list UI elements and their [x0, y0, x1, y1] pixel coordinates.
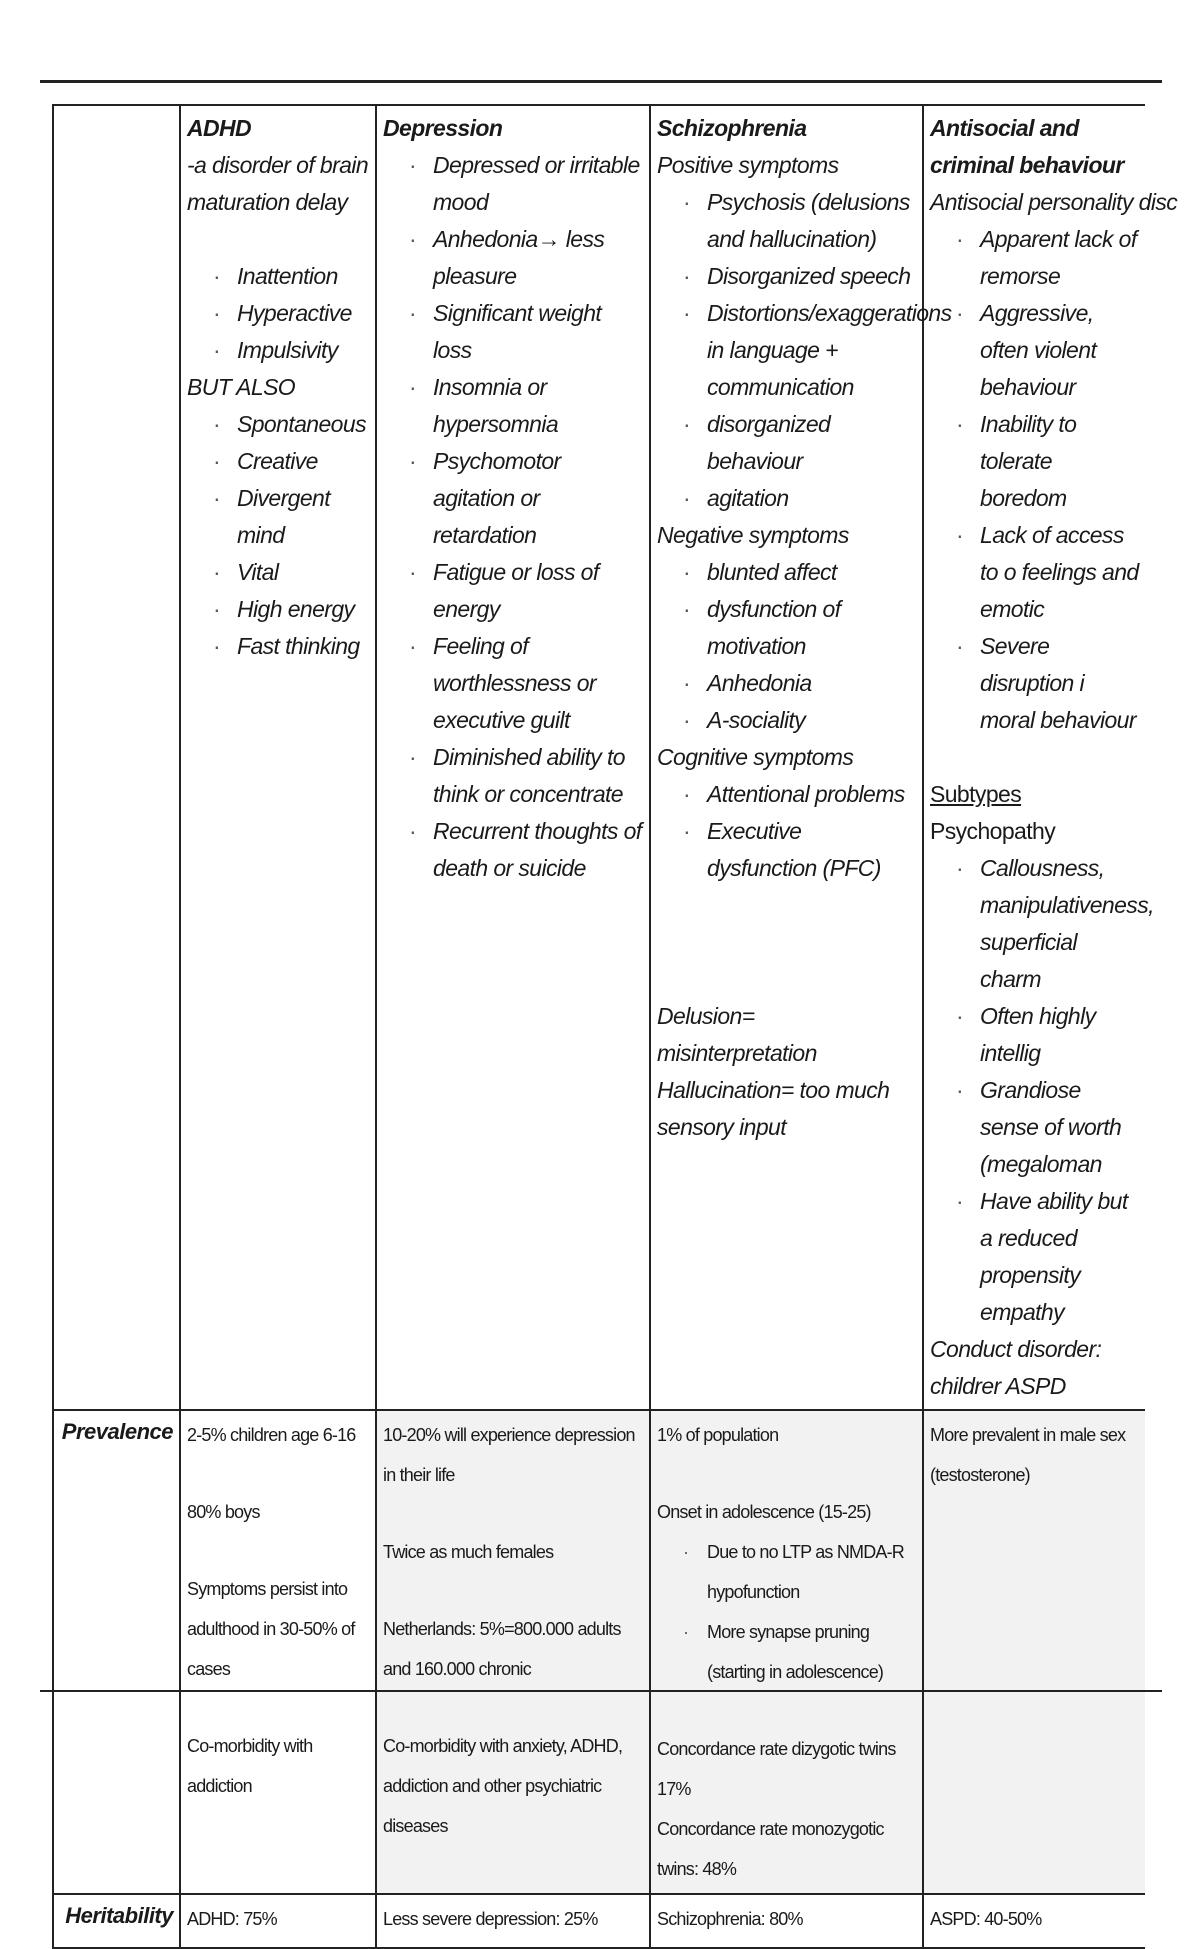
depression-symptom-list [383, 147, 643, 887]
prevalence-text: Onset in adolescence (15-25) [657, 1502, 871, 1522]
list-item: · agitation [707, 480, 916, 517]
cognitive-symptoms-label: Cognitive symptoms [657, 744, 854, 770]
list-item: · Psychosis (delusions and hallucination) [707, 184, 916, 258]
depression-title: Depression [383, 115, 503, 141]
positive-symptoms-list [657, 184, 952, 517]
list-item: · blunted affect [707, 554, 916, 591]
prevalence-text: 10-20% will experience depression in their life [383, 1425, 635, 1485]
but-also-label: BUT ALSO [187, 374, 296, 400]
list-item: · Often highly intellig [980, 998, 1139, 1072]
negative-symptoms-label: Negative symptoms [657, 522, 849, 548]
heritability-schizophrenia: Schizophrenia: 80% [650, 1894, 923, 1948]
bottom-rule [40, 1690, 1162, 1692]
list-item: · Disorganized speech [707, 258, 916, 295]
list-item: · Vital [237, 554, 369, 591]
prevalence-label: Prevalence [53, 1410, 180, 1894]
list-item: · disorganized behaviour [707, 406, 916, 480]
list-item: · A-sociality [707, 702, 916, 739]
list-item: · Diminished ability to think or concentrate [433, 739, 643, 813]
list-item: · Have ability but a reduced propensity empathy [980, 1183, 1139, 1331]
list-item: · Psychomotor agitation or retardation [433, 443, 643, 554]
list-item: · Inability to tolerate boredom [980, 406, 1139, 517]
adhd-title: ADHD [187, 115, 252, 141]
psychopathy-label: Psychopathy [930, 818, 1056, 844]
list-item: · dysfunction of motivation [707, 591, 916, 665]
prevalence-row [53, 1410, 1145, 1894]
antisocial-cell [923, 105, 1178, 1410]
list-item: · Recurrent thoughts of death or suicide [433, 813, 643, 887]
adhd-cell [180, 105, 376, 1410]
list-item: · Severe disruption i moral behaviour [980, 628, 1139, 739]
list-item: · Distortions/exaggerations in language + communication [707, 295, 916, 406]
list-item: · Inattention [237, 258, 369, 295]
list-item: · Lack of access to o feelings and emotic [980, 517, 1139, 628]
list-item: · Impulsivity [237, 332, 369, 369]
heritability-adhd: ADHD: 75% [180, 1894, 376, 1948]
prevalence-text: 1% of population [657, 1425, 779, 1445]
corner-cell [53, 105, 180, 1410]
adhd-core-list [187, 258, 369, 369]
prevalence-text: 80% boys [187, 1502, 260, 1522]
depression-cell [376, 105, 650, 1410]
top-rule [40, 80, 1162, 83]
list-item: · Aggressive, often violent behaviour [980, 295, 1139, 406]
negative-symptoms-list [657, 554, 916, 739]
list-item: · Callousness, manipulativeness, superficial charm [980, 850, 1139, 998]
delusion-definition: Delusion= misinterpretation [657, 1003, 817, 1066]
list-item: · Anhedonia→ less pleasure [433, 221, 643, 295]
disorders-table [52, 104, 1178, 1949]
list-item: · Spontaneous [237, 406, 369, 443]
prevalence-text: More prevalent in male sex (testosterone) [930, 1425, 1126, 1485]
list-item: · Grandiose sense of worth (megaloman [980, 1072, 1139, 1183]
list-item: · Feeling of worthlessness or executive guilt [433, 628, 643, 739]
schizophrenia-title: Schizophrenia [657, 115, 807, 141]
heritability-depression: Less severe depression: 25% [376, 1894, 650, 1948]
list-item: · Apparent lack of remorse [980, 221, 1139, 295]
heritability-antisocial: ASPD: 40-50% [923, 1894, 1145, 1948]
list-item: · Executive dysfunction (PFC) [707, 813, 916, 887]
list-item: · Hyperactive [237, 295, 369, 332]
prevalence-text: Co-morbidity with addiction [187, 1736, 313, 1796]
prevalence-text: Concordance rate monozygotic twins: 48% [657, 1819, 884, 1879]
aspd-label: Antisocial personality disc [930, 189, 1178, 215]
list-item: · Divergent mind [237, 480, 369, 554]
prevalence-antisocial [923, 1410, 1145, 1894]
prevalence-text: Symptoms persist into adulthood in 30-50% of cases [187, 1579, 355, 1679]
list-item: · Depressed or irritable mood [433, 147, 643, 221]
schizophrenia-cell [650, 105, 952, 1410]
list-item: · Creative [237, 443, 369, 480]
subtypes-label: Subtypes [930, 781, 1022, 807]
list-item: · Fatigue or loss of energy [433, 554, 643, 628]
list-item: · High energy [237, 591, 369, 628]
cognitive-symptoms-list [657, 776, 916, 887]
prevalence-text: Netherlands: 5%=800.000 adults and 160.000 chronic [383, 1619, 621, 1679]
psychopathy-traits-list [930, 850, 1154, 1331]
list-item: · Anhedonia [707, 665, 916, 702]
prevalence-text: Twice as much females [383, 1542, 554, 1562]
heritability-row [53, 1894, 1145, 1948]
prevalence-text: Co-morbidity with anxiety, ADHD, addiction and other psychiatric diseases [383, 1736, 623, 1836]
prevalence-depression [376, 1410, 650, 1894]
list-item: · Insomnia or hypersomnia [433, 369, 643, 443]
adhd-intro: -a disorder of brain maturation delay [187, 152, 369, 215]
list-item: · Attentional problems [707, 776, 916, 813]
aspd-traits-list [930, 221, 1139, 739]
onset-reasons-list [657, 1532, 916, 1692]
prevalence-adhd [180, 1410, 376, 1894]
list-item: · Due to no LTP as NMDA-R hypofunction [707, 1532, 916, 1612]
prevalence-text: 2-5% children age 6-16 [187, 1425, 356, 1445]
list-item: · Significant weight loss [433, 295, 643, 369]
list-item: · Fast thinking [237, 628, 369, 665]
adhd-strengths-list [187, 406, 369, 665]
hallucination-definition: Hallucination= too much sensory input [657, 1077, 890, 1140]
prevalence-schizophrenia [650, 1410, 923, 1894]
conduct-disorder-text: Conduct disorder: childrer ASPD [930, 1336, 1102, 1399]
positive-symptoms-label: Positive symptoms [657, 152, 839, 178]
heritability-label: Heritability [53, 1894, 180, 1948]
header-row [53, 105, 1145, 1410]
list-item: · More synapse pruning (starting in adolescence) [707, 1612, 916, 1692]
prevalence-text: Concordance rate dizygotic twins 17% [657, 1739, 896, 1799]
antisocial-title: Antisocial and criminal behaviour [930, 115, 1124, 178]
